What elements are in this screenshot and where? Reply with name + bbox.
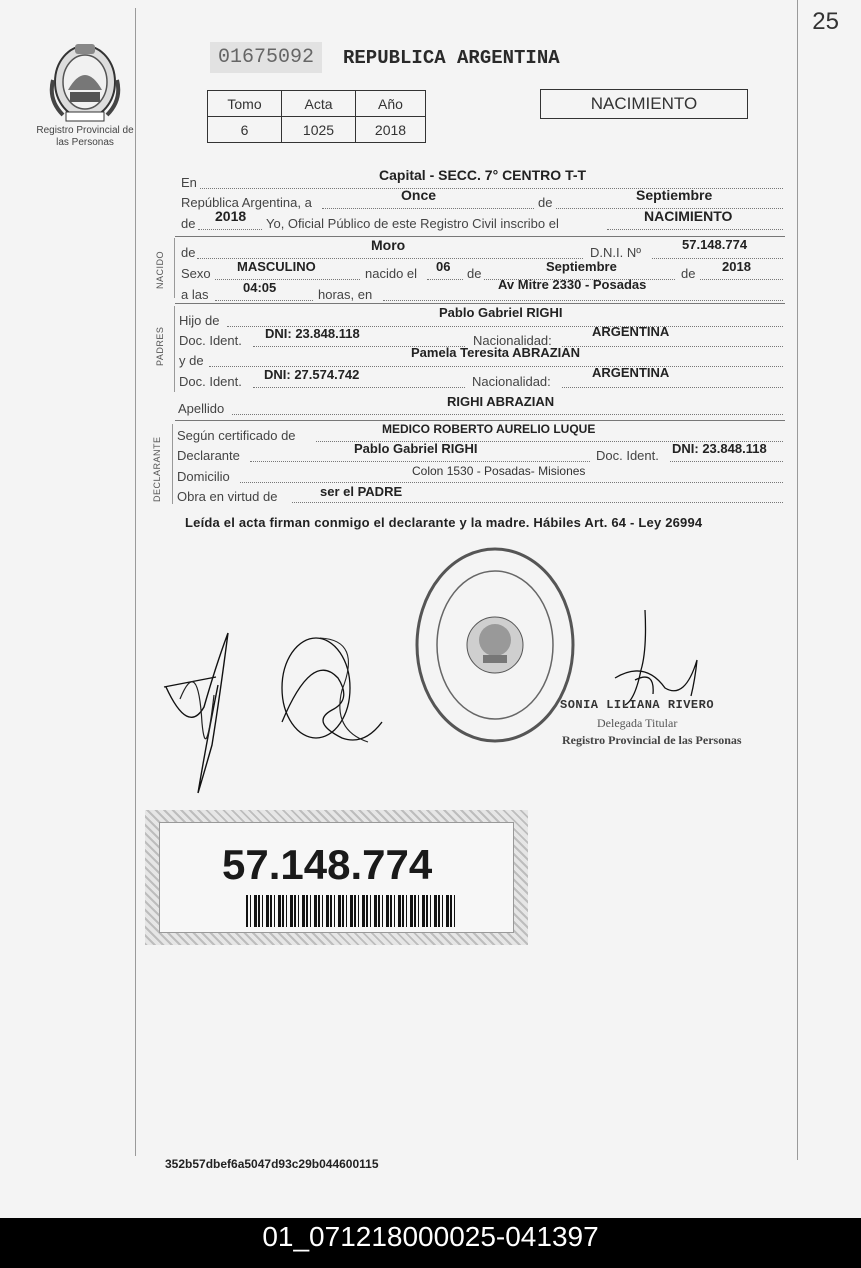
certificado-value: MEDICO ROBERTO AURELIO LUQUE	[382, 422, 596, 436]
acta-value: 1025	[282, 117, 356, 143]
obra-value: ser el PADRE	[320, 484, 403, 499]
section-bracket	[174, 306, 175, 392]
horas-label: horas, en	[318, 287, 373, 302]
birth-place-value: Av Mitre 2330 - Posadas	[498, 277, 647, 292]
mother-nat-value: ARGENTINA	[592, 365, 670, 380]
birth-day-value: 06	[436, 259, 451, 274]
dotted-line	[232, 414, 783, 415]
a-las-label: a las	[181, 287, 209, 302]
y-de-label: y de	[179, 353, 204, 368]
apellido-value: RIGHI ABRAZIAN	[447, 394, 555, 409]
certificado-label: Según certificado de	[177, 428, 296, 443]
sticker-dni-number: 57.148.774	[222, 841, 433, 888]
dotted-line	[322, 208, 534, 209]
nacido-name-value: Moro	[371, 237, 406, 253]
declarante-value: Pablo Gabriel RIGHI	[354, 441, 478, 456]
hijo-label: Hijo de	[179, 313, 220, 328]
barcode-icon	[246, 895, 456, 927]
nacido-section-label: NACIDO	[155, 250, 165, 289]
month-word-value: Septiembre	[636, 187, 713, 203]
table-header-row	[208, 91, 426, 117]
dotted-line	[607, 229, 783, 230]
dotted-line	[652, 258, 783, 259]
sexo-value: MASCULINO	[237, 259, 316, 274]
ano-value: 2018	[356, 117, 426, 143]
day-word-value: Once	[401, 187, 437, 203]
mother-dni-value: DNI: 27.574.742	[264, 367, 360, 382]
nacido-el-label: nacido el	[365, 266, 418, 281]
mother-name-value: Pamela Teresita ABRAZIAN	[411, 345, 581, 360]
sexo-label: Sexo	[181, 266, 211, 281]
dotted-line	[215, 300, 313, 301]
dotted-line	[700, 279, 783, 280]
table-header-cell: Tomo	[208, 91, 282, 117]
birth-year-value: 2018	[722, 259, 751, 274]
crest-label: Registro Provincial de las Personas	[36, 125, 134, 148]
dni-value: 57.148.774	[682, 237, 748, 252]
dotted-line	[383, 300, 783, 301]
domicilio-label: Domicilio	[177, 469, 230, 484]
dotted-line	[670, 461, 783, 462]
doc-ident-label: Doc. Ident.	[179, 333, 242, 348]
dotted-line	[292, 502, 783, 503]
doc-ident-label: Doc. Ident.	[179, 374, 242, 389]
decl-doc-label: Doc. Ident.	[596, 448, 659, 463]
father-nat-value: ARGENTINA	[592, 324, 670, 339]
dotted-line	[215, 279, 360, 280]
right-margin-rule	[797, 0, 798, 1160]
left-margin-rule	[135, 8, 136, 1156]
dotted-line	[250, 461, 590, 462]
inscribo-value: NACIMIENTO	[644, 208, 733, 224]
father-dni-value: DNI: 23.848.118	[265, 326, 360, 341]
dni-label: D.N.I. Nº	[590, 245, 641, 260]
father-name-value: Pablo Gabriel RIGHI	[439, 305, 563, 320]
section-bracket	[174, 238, 175, 298]
official-signature-icon	[605, 610, 705, 710]
provincial-crest-icon	[48, 40, 122, 126]
birth-time-value: 04:05	[243, 280, 277, 295]
dotted-line	[240, 482, 783, 483]
republica-label: República Argentina, a	[181, 195, 312, 210]
dotted-line	[427, 279, 463, 280]
table-row	[208, 117, 426, 143]
year-value: 2018	[215, 208, 247, 224]
page-number: 25	[812, 8, 839, 35]
declarante-section-label: DECLARANTE	[152, 436, 162, 502]
mother-signature-icon	[272, 630, 392, 755]
inscribo-text: Yo, Oficial Público de este Registro Civil inscribo el	[266, 216, 559, 231]
dotted-line	[562, 346, 783, 347]
dotted-line	[253, 387, 465, 388]
de-label: de	[538, 195, 553, 210]
nacionalidad-label: Nacionalidad:	[472, 374, 551, 389]
birth-month-value: Septiembre	[546, 259, 617, 274]
de3-label: de	[467, 266, 482, 281]
domicilio-value: Colon 1530 - Posadas- Misiones	[412, 464, 586, 478]
declarante-label: Declarante	[177, 448, 240, 463]
section-bracket	[172, 424, 173, 504]
obra-label: Obra en virtud de	[177, 489, 278, 504]
dotted-line	[562, 387, 783, 388]
document-hash: 352b57dbef6a5047d93c29b044600115	[165, 1157, 379, 1171]
apellido-label: Apellido	[178, 401, 225, 416]
en-value: Capital - SECC. 7° CENTRO T-T	[379, 167, 587, 183]
footer-code: 01_071218000025-041397	[262, 1221, 599, 1252]
official-office: Registro Provincial de las Personas	[562, 733, 742, 747]
decl-doc-value: DNI: 23.848.118	[672, 441, 767, 456]
table-header-cell: Año	[356, 91, 426, 117]
de2-label: de	[181, 216, 196, 231]
official-title: Delegada Titular	[597, 716, 678, 730]
official-name: SONIA LILIANA RIVERO	[560, 698, 715, 712]
declarant-signature-icon	[158, 625, 238, 800]
official-seal-stamp	[413, 545, 578, 745]
padres-section-label: PADRES	[155, 326, 165, 366]
nacido-de-label: de	[181, 245, 196, 260]
sticker-panel	[159, 822, 514, 933]
serial-number: 01675092	[210, 42, 322, 73]
en-label: En	[181, 175, 197, 190]
section-divider	[175, 303, 785, 304]
tomo-value: 6	[208, 117, 282, 143]
closing-statement: Leída el acta firman conmigo el declarante y la madre. Hábiles Art. 64 - Ley 26994	[185, 515, 703, 530]
dotted-line	[198, 229, 262, 230]
de4-label: de	[681, 266, 696, 281]
dni-sticker	[145, 810, 528, 945]
tomo-acta-ano-table	[207, 90, 426, 143]
nacionalidad-label: Nacionalidad:	[473, 333, 552, 348]
table-header-cell: Acta	[282, 91, 356, 117]
acta-type-box: NACIMIENTO	[540, 89, 748, 119]
document-title: REPUBLICA ARGENTINA	[343, 47, 560, 69]
